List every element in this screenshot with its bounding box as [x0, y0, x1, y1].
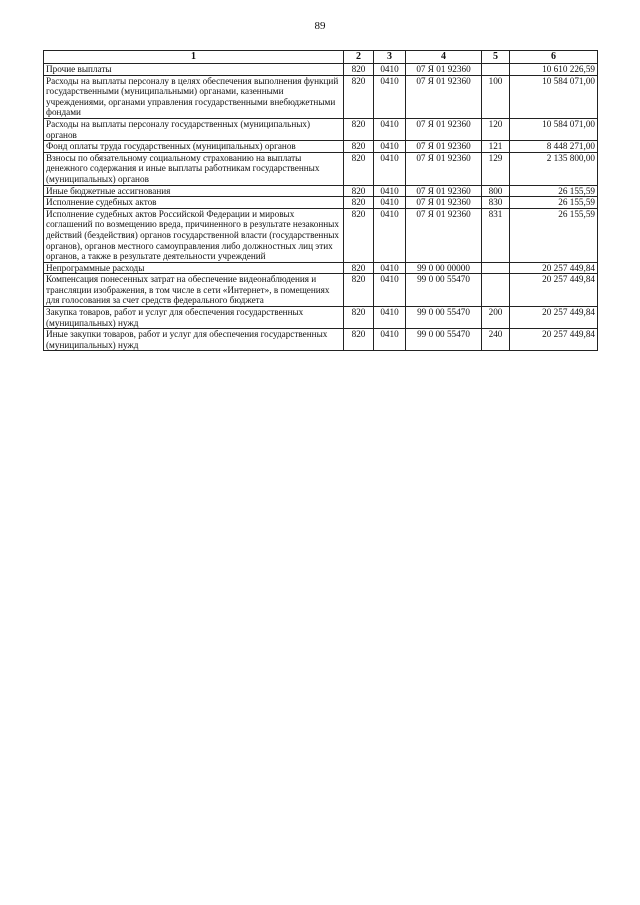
section-code-cell: 0410: [374, 141, 406, 153]
amount-cell: 20 257 449,84: [510, 274, 598, 307]
expense-name-cell: Исполнение судебных актов: [44, 197, 344, 209]
budget-table: [43, 50, 598, 351]
header-cell-2: 2: [344, 51, 374, 64]
ministry-code-cell: 820: [344, 307, 374, 329]
header-row: [44, 51, 598, 64]
table-row: [44, 262, 598, 274]
ministry-code-cell: 820: [344, 197, 374, 209]
amount-cell: 20 257 449,84: [510, 329, 598, 351]
table-row: [44, 197, 598, 209]
expense-type-cell: 120: [482, 118, 510, 140]
header-cell-1: 1: [44, 51, 344, 64]
amount-cell: 26 155,59: [510, 208, 598, 262]
table-row: [44, 274, 598, 307]
target-article-cell: 07 Я 01 92360: [406, 64, 482, 76]
target-article-cell: 99 0 00 00000: [406, 262, 482, 274]
target-article-cell: 07 Я 01 92360: [406, 185, 482, 197]
table-row: [44, 208, 598, 262]
amount-cell: 20 257 449,84: [510, 307, 598, 329]
expense-name-cell: Расходы на выплаты персоналу в целях обеспечения выполнения функций государственными (муниципальными) органами, казенными учреждениями, органами управления государственными внебюджетными фондами: [44, 75, 344, 118]
expense-name-cell: Исполнение судебных актов Российской Федерации и мировых соглашений по возмещению вреда, причиненного в результате незаконных действий (бездействия) органов государственной власти (государственных органов), органов местного самоуправления либо должностных лиц этих органов, а также в результате деятельности учреждений: [44, 208, 344, 262]
expense-type-cell: 100: [482, 75, 510, 118]
expense-type-cell: [482, 262, 510, 274]
target-article-cell: 07 Я 01 92360: [406, 75, 482, 118]
expense-type-cell: 831: [482, 208, 510, 262]
section-code-cell: 0410: [374, 64, 406, 76]
section-code-cell: 0410: [374, 197, 406, 209]
section-code-cell: 0410: [374, 118, 406, 140]
amount-cell: 26 155,59: [510, 185, 598, 197]
section-code-cell: 0410: [374, 329, 406, 351]
table-row: [44, 141, 598, 153]
ministry-code-cell: 820: [344, 64, 374, 76]
table-body: [44, 64, 598, 351]
ministry-code-cell: 820: [344, 141, 374, 153]
expense-type-cell: 240: [482, 329, 510, 351]
expense-name-cell: Иные бюджетные ассигнования: [44, 185, 344, 197]
section-code-cell: 0410: [374, 185, 406, 197]
table-row: [44, 75, 598, 118]
expense-name-cell: Иные закупки товаров, работ и услуг для обеспечения государственных (муниципальных) нужд: [44, 329, 344, 351]
target-article-cell: 07 Я 01 92360: [406, 197, 482, 209]
amount-cell: 10 610 226,59: [510, 64, 598, 76]
expense-type-cell: 129: [482, 152, 510, 185]
amount-cell: 20 257 449,84: [510, 262, 598, 274]
target-article-cell: 07 Я 01 92360: [406, 208, 482, 262]
table-row: [44, 185, 598, 197]
expense-name-cell: Расходы на выплаты персоналу государственных (муниципальных) органов: [44, 118, 344, 140]
ministry-code-cell: 820: [344, 262, 374, 274]
table-row: [44, 64, 598, 76]
target-article-cell: 99 0 00 55470: [406, 329, 482, 351]
ministry-code-cell: 820: [344, 118, 374, 140]
ministry-code-cell: 820: [344, 329, 374, 351]
expense-type-cell: 121: [482, 141, 510, 153]
target-article-cell: 99 0 00 55470: [406, 274, 482, 307]
header-cell-3: 3: [374, 51, 406, 64]
amount-cell: 2 135 800,00: [510, 152, 598, 185]
section-code-cell: 0410: [374, 274, 406, 307]
expense-type-cell: [482, 64, 510, 76]
expense-name-cell: Взносы по обязательному социальному страхованию на выплаты денежного содержания и иные выплаты работникам государственных (муниципальных) органов: [44, 152, 344, 185]
page-number: 89: [314, 20, 326, 32]
expense-type-cell: [482, 274, 510, 307]
section-code-cell: 0410: [374, 75, 406, 118]
target-article-cell: 99 0 00 55470: [406, 307, 482, 329]
ministry-code-cell: 820: [344, 75, 374, 118]
table-row: [44, 118, 598, 140]
ministry-code-cell: 820: [344, 274, 374, 307]
ministry-code-cell: 820: [344, 208, 374, 262]
expense-type-cell: 830: [482, 197, 510, 209]
amount-cell: 10 584 071,00: [510, 75, 598, 118]
expense-name-cell: Прочие выплаты: [44, 64, 344, 76]
expense-name-cell: Фонд оплаты труда государственных (муниципальных) органов: [44, 141, 344, 153]
ministry-code-cell: 820: [344, 152, 374, 185]
expense-type-cell: 800: [482, 185, 510, 197]
target-article-cell: 07 Я 01 92360: [406, 118, 482, 140]
ministry-code-cell: 820: [344, 185, 374, 197]
table-row: [44, 152, 598, 185]
expense-name-cell: Закупка товаров, работ и услуг для обеспечения государственных (муниципальных) нужд: [44, 307, 344, 329]
expense-type-cell: 200: [482, 307, 510, 329]
amount-cell: 26 155,59: [510, 197, 598, 209]
section-code-cell: 0410: [374, 307, 406, 329]
table-row: [44, 329, 598, 351]
amount-cell: 10 584 071,00: [510, 118, 598, 140]
section-code-cell: 0410: [374, 208, 406, 262]
amount-cell: 8 448 271,00: [510, 141, 598, 153]
header-cell-5: 5: [482, 51, 510, 64]
header-cell-6: 6: [510, 51, 598, 64]
section-code-cell: 0410: [374, 262, 406, 274]
target-article-cell: 07 Я 01 92360: [406, 152, 482, 185]
table-row: [44, 307, 598, 329]
expense-name-cell: Непрограммные расходы: [44, 262, 344, 274]
header-cell-4: 4: [406, 51, 482, 64]
target-article-cell: 07 Я 01 92360: [406, 141, 482, 153]
expense-name-cell: Компенсация понесенных затрат на обеспечение видеонаблюдения и трансляции изображения, в том числе в сети «Интернет», в помещениях для голосования за счет средств федерального бюджета: [44, 274, 344, 307]
section-code-cell: 0410: [374, 152, 406, 185]
